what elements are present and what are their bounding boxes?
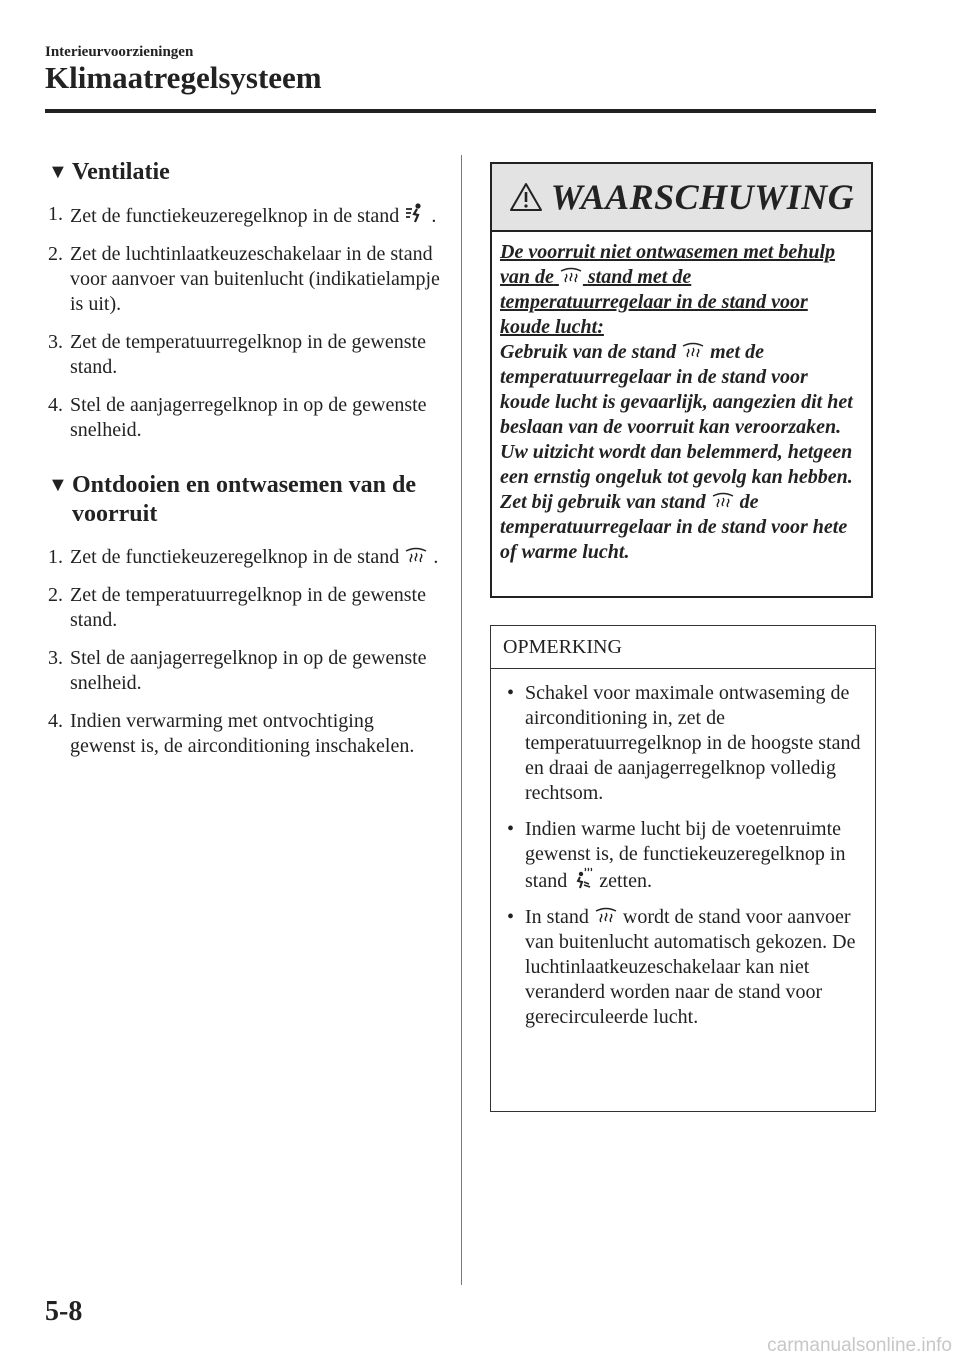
warning-box	[490, 162, 873, 598]
note-title: OPMERKING	[491, 626, 875, 669]
list-item: 1. Zet de functiekeuzeregelknop in de stand .	[48, 546, 439, 568]
warning-title: WAARSCHUWING	[550, 177, 855, 217]
warning-text: De voorruit niet ontwasemen met behulp van de stand met de temperatuurregelaar in de stand voor koude lucht: Gebruik van de stand met de temperatuurregelaar in de stand voor koude lucht is gevaarlijk, aangezien dit het beslaan van de voorruit kan veroorzaken. Uw uitzicht wordt dan belemmerd, hetgeen een ernstig ongeluk tot gevolg kan hebben. Zet bij gebruik van stand de temperatuurregelaar in de stand voor hete of warme lucht.	[500, 241, 853, 563]
windshield-defrost-icon	[559, 265, 583, 285]
list-item: • In stand wordt de stand voor aanvoer van buitenlucht automatisch gekozen. De luchtinlaatkeuzeschakelaar kan niet veranderd worden naar de stand voor gerecirculeerde lucht.	[507, 906, 856, 1028]
defrost-steps	[48, 545, 440, 759]
note-box	[490, 625, 876, 1112]
list-item: 2. Zet de temperatuurregelknop in de gewenste stand.	[48, 584, 426, 631]
note-list	[491, 669, 875, 1030]
face-vent-mode-icon	[404, 202, 426, 224]
column-separator	[461, 155, 462, 1285]
ventilation-heading: ▼ Ventilatie	[48, 159, 170, 185]
page-number: 5-8	[45, 1296, 83, 1327]
bullet-icon: •	[507, 818, 515, 840]
watermark: carmanualsonline.info	[767, 1335, 952, 1356]
warning-header	[492, 164, 871, 232]
defrost-heading: ▼ Ontdooien en ontwasemen van de voorruit	[48, 472, 417, 527]
page-title: Klimaatregelsysteem	[45, 60, 322, 95]
windshield-defrost-icon	[681, 340, 705, 360]
list-item: 2. Zet de luchtinlaatkeuzeschakelaar in de stand voor aanvoer van buitenlucht (indikatielampje is uit).	[48, 243, 440, 315]
list-item: • Indien warme lucht bij de voetenruimte gewenst is, de functiekeuzeregelknop in stand zetten.	[507, 818, 846, 892]
warning-triangle-icon	[509, 182, 543, 212]
title-rule	[45, 109, 876, 113]
left-column	[48, 158, 440, 772]
list-item: 1. Zet de functiekeuzeregelknop in de stand .	[48, 203, 437, 227]
list-item: 3. Zet de temperatuurregelknop in de gewenste stand.	[48, 331, 426, 378]
bullet-icon: •	[507, 682, 515, 704]
triangle-marker-icon: ▼	[48, 474, 68, 496]
windshield-defrost-icon	[404, 545, 428, 565]
ventilation-steps	[48, 202, 440, 443]
triangle-marker-icon: ▼	[48, 161, 68, 183]
list-item: 4. Stel de aanjagerregelknop in op de gewenste snelheid.	[48, 394, 427, 441]
floor-defrost-mode-icon	[572, 867, 594, 889]
list-item: 3. Stel de aanjagerregelknop in op de gewenste snelheid.	[48, 647, 427, 694]
bullet-icon: •	[507, 906, 515, 928]
windshield-defrost-icon	[711, 490, 735, 510]
windshield-defrost-icon	[594, 905, 618, 925]
list-item: • Schakel voor maximale ontwaseming de airconditioning in, zet de temperatuurregelknop in de hoogste stand en draai de aanjagerregelknop volledig rechtsom.	[507, 682, 861, 804]
section-label: Interieurvoorzieningen	[45, 44, 194, 60]
list-item: 4. Indien verwarming met ontvochtiging gewenst is, de airconditioning inschakelen.	[48, 710, 415, 757]
